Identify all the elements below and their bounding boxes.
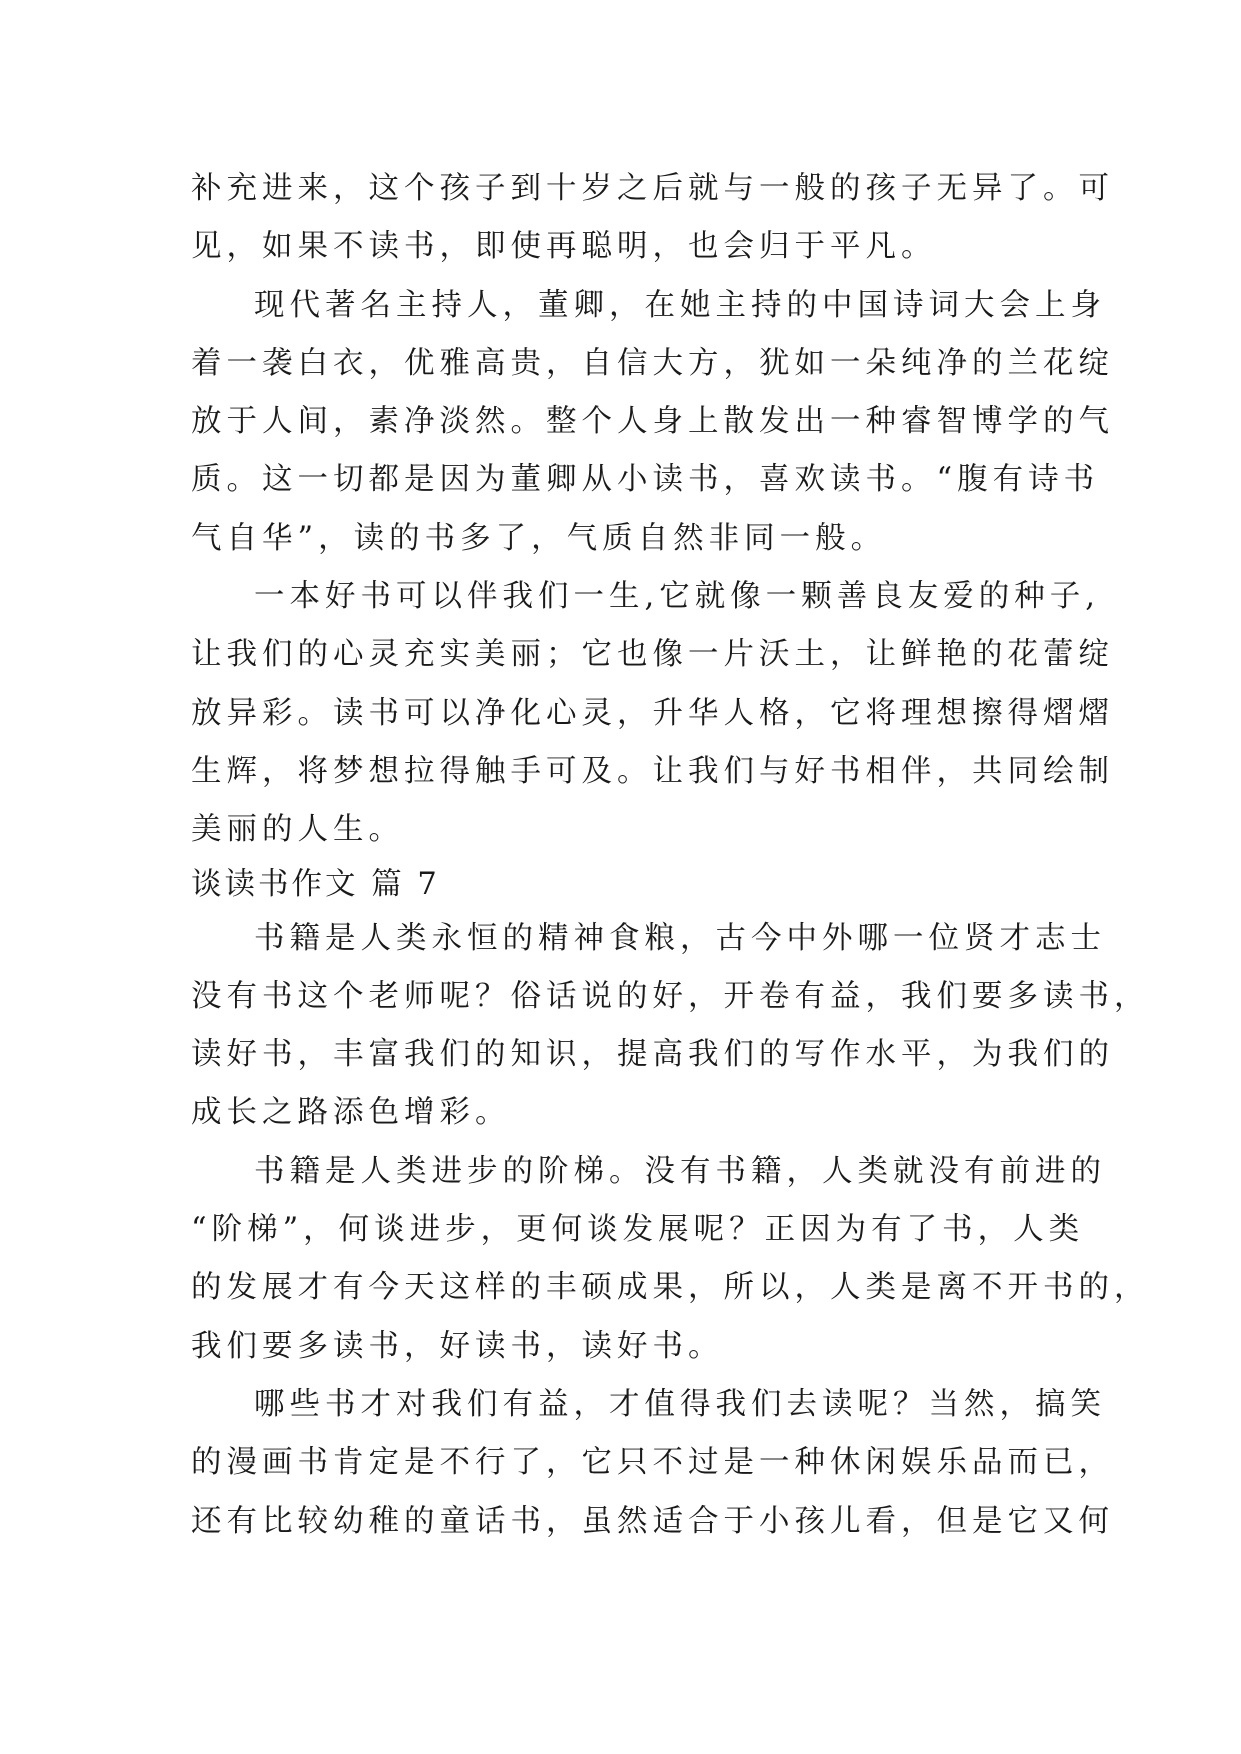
text-line: 书籍是人类永恒的精神食粮，古今中外哪一位贤才志士 [254,920,1106,956]
text-line: 还有比较幼稚的童话书，虽然适合于小孩儿看，但是它又何 [191,1503,1114,1539]
text-line: 补充进来，这个孩子到十岁之后就与一般的孩子无异了。可 [191,171,1114,206]
paragraph-4 [191,910,1150,1143]
text-line: 哪些书才对我们有益，才值得我们去读呢？当然，搞笑 [254,1386,1106,1422]
text-line: 放异彩。读书可以净化心灵，升华人格，它将理想擦得熠熠 [191,695,1114,731]
section-heading: 谈读书作文 篇 7 [191,866,440,902]
text-line: 我们要多读书，好读书，读好书。 [191,1328,724,1364]
paragraph-5 [191,1143,1150,1376]
text-line: 的漫画书肯定是不行了，它只不过是一种休闲娱乐品而已， [191,1445,1114,1481]
text-line: 没有书这个老师呢？俗话说的好，开卷有益，我们要多读书， [191,978,1150,1014]
text-line: 着一袭白衣，优雅高贵，自信大方，犹如一朵纯净的兰花绽 [191,345,1114,381]
document-body [191,160,1150,1551]
text-line: 一本好书可以伴我们一生,它就像一颗善良友爱的种子, [254,579,1100,615]
text-line: 放于人间，素净淡然。整个人身上散发出一种睿智博学的气 [191,404,1114,440]
text-line: 美丽的人生。 [191,812,404,848]
paragraph-3 [191,568,1114,859]
text-line: 质。这一切都是因为董卿从小读书，喜欢读书。“腹有诗书 [191,462,1100,498]
text-line: 成长之路添色增彩。 [191,1095,511,1131]
text-line: 现代著名主持人，董卿，在她主持的中国诗词大会上身 [254,287,1106,323]
text-line: 读好书，丰富我们的知识，提高我们的写作水平，为我们的 [191,1037,1114,1073]
text-line: “阶梯”，何谈进步，更何谈发展呢？正因为有了书，人类 [191,1212,1085,1248]
text-line: 让我们的心灵充实美丽；它也像一片沃土，让鲜艳的花蕾绽 [191,637,1114,673]
text-line: 书籍是人类进步的阶梯。没有书籍，人类就没有前进的 [254,1153,1106,1189]
paragraph-2 [191,277,1114,568]
text-line: 生辉，将梦想拉得触手可及。让我们与好书相伴，共同绘制 [191,753,1114,789]
paragraph-6 [191,1376,1114,1551]
text-line: 见，如果不读书，即使再聪明，也会归于平凡。 [191,229,937,265]
text-line: 的发展才有今天这样的丰硕成果，所以，人类是离不开书的， [191,1270,1150,1306]
text-line: 气自华”，读的书多了，气质自然非同一般。 [191,520,887,556]
paragraph-1 [191,160,1114,277]
